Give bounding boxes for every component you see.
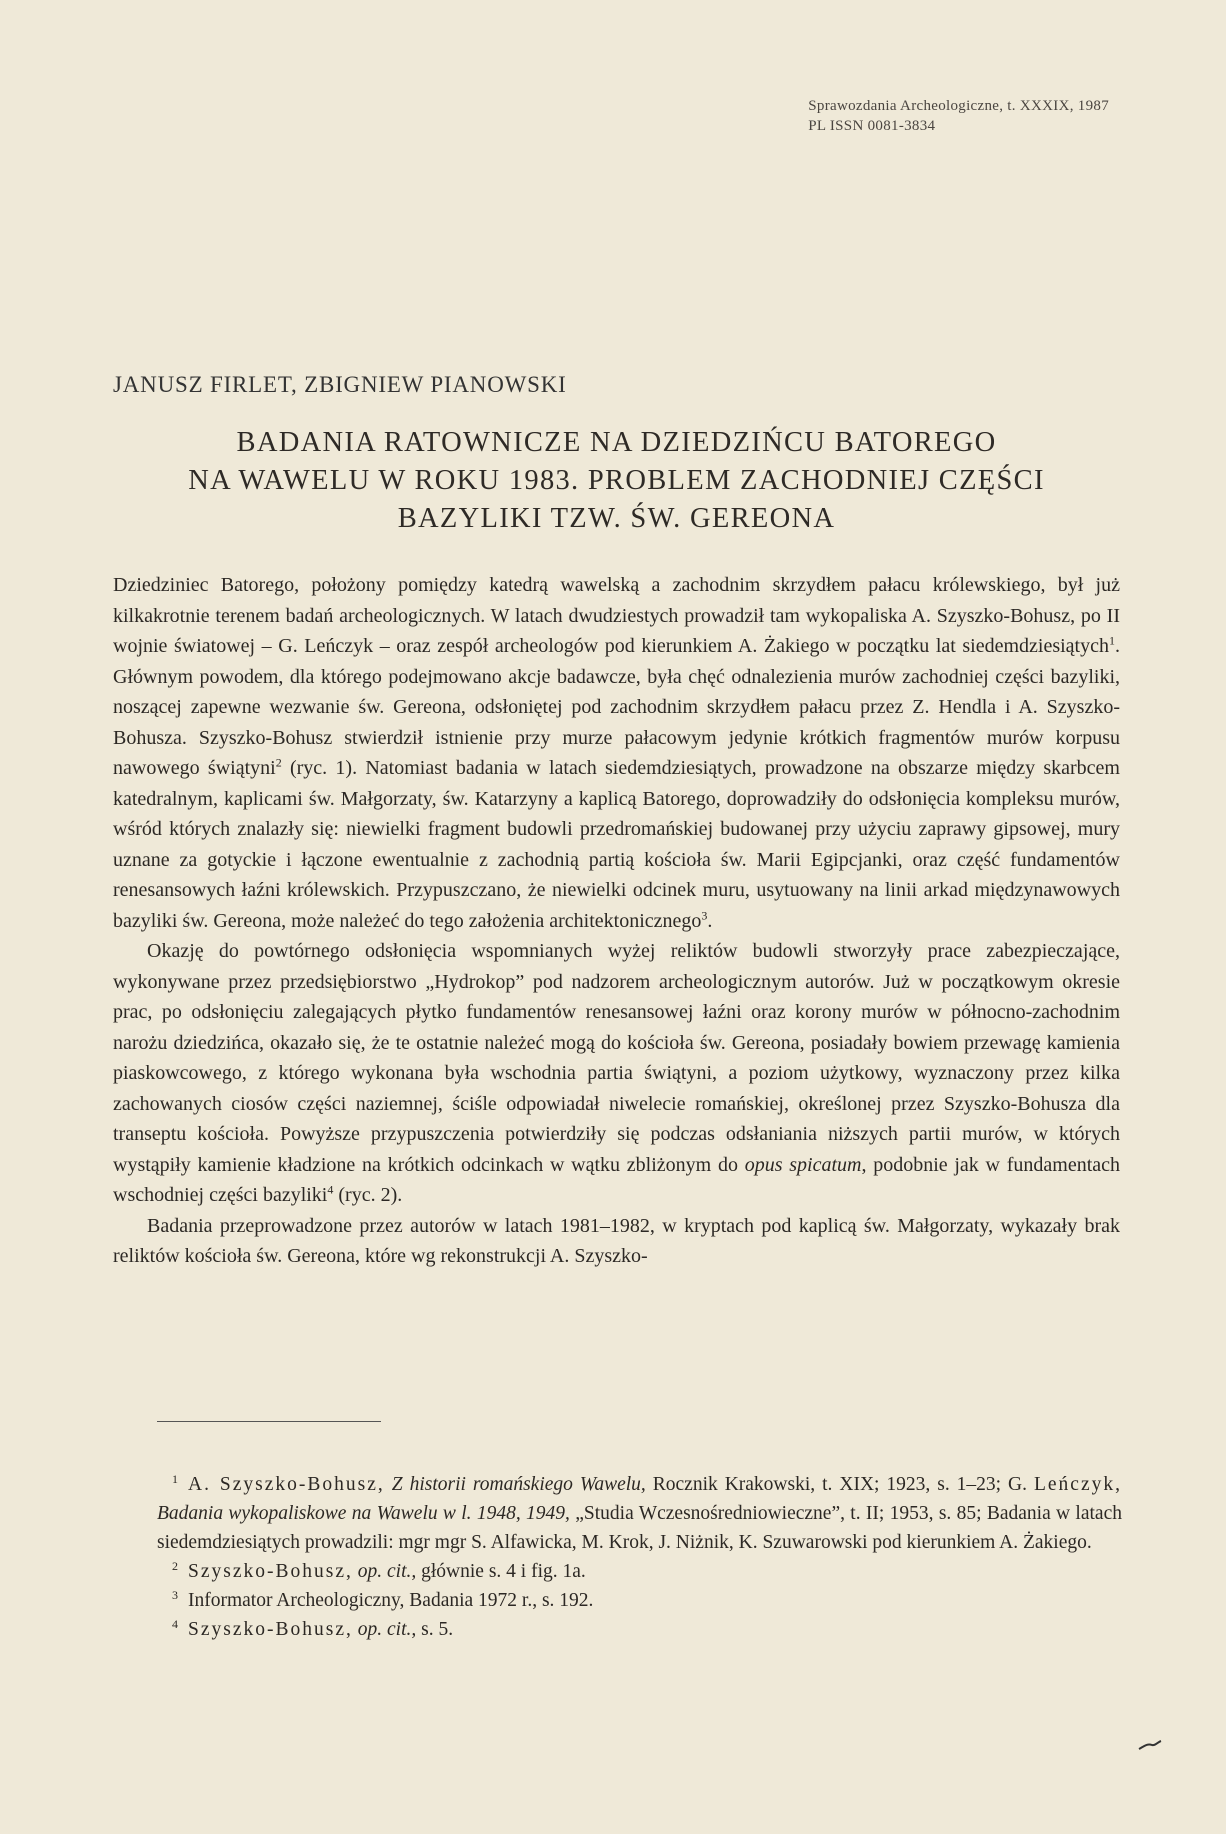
article-body <box>113 570 1120 1272</box>
journal-header <box>808 96 1109 136</box>
footnote-2 <box>157 1557 1122 1586</box>
footnote-divider <box>157 1421 381 1422</box>
footnote-3 <box>157 1586 1122 1615</box>
footnote-text: Informator Archeologiczny, Badania 1972 r., s. 192. <box>188 1590 594 1611</box>
paragraph-text: Badania przeprowadzone przez autorów w latach 1981–1982, w kryptach pod kaplicą św. Małgorzaty, wykazały brak reliktów kościoła św. Gereona, które wg rekonstrukcji A. Szyszko- <box>113 1214 1120 1267</box>
footnote-number: 3 <box>172 1587 178 1602</box>
paragraph-text: , podobnie jak w fundamentach wschodniej części bazyliki <box>113 1153 1121 1206</box>
article-title <box>113 424 1120 538</box>
footnote-author: Leńczyk, <box>1033 1474 1122 1495</box>
footnote-title: Badania wykopaliskowe na Wawelu w l. 1948, 1949, <box>157 1503 570 1524</box>
footnotes <box>157 1470 1122 1644</box>
italic-term: opus spicatum <box>744 1153 862 1176</box>
footnote-text: s. 5. <box>416 1619 454 1640</box>
paragraph-text: (ryc. 1). Natomiast badania w latach siedemdziesiątych, prowadzone na obszarze między skarbcem katedralnym, kaplicami św. Małgorzaty, św. Katarzyny a kaplicą Batorego, doprowadziły do odsłonięcia kompleksu murów, wśród których znalazły się: niewielki fragment budowli przedromańskiej budowanej przy użyciu zaprawy gipsowej, mury uznane za gotyckie i łączone ewentualnie z zachodnią partią kościoła św. Marii Egipcjanki, oraz część fundamentów renesansowych łaźni królewskich. Przypuszczano, że niewielki odcinek muru, usytuowany na linii arkad międzynawowych bazyliki św. Gereona, może należeć do tego założenia architektonicznego <box>113 757 1120 932</box>
body-paragraph-1 <box>113 570 1120 936</box>
footnote-author: A. Szyszko-Bohusz, <box>188 1474 385 1495</box>
footnote-ref-4[interactable]: 4 <box>327 1182 334 1197</box>
footnote-number: 2 <box>172 1558 178 1573</box>
footnote-1 <box>157 1470 1122 1557</box>
journal-citation: Sprawozdania Archeologiczne, t. XXXIX, 1987 <box>808 98 1109 114</box>
footnote-ref-1[interactable]: 1 <box>1109 633 1115 648</box>
footnote-number: 1 <box>172 1471 178 1486</box>
paragraph-text: . Głównym powodem, dla którego podejmowano akcje badawcze, była chęć odnalezienia murów zachodniej części bazyliki, noszącej zapewne wezwanie św. Gereona, odsłoniętej pod zachodnim skrzydłem pałacu przez Z. Hendla i A. Szyszko-Bohusza. Szyszko-Bohusz stwierdził istnienie przy murze pałacowym jedynie krótkich fragmentów murów korpusu nawowego świątyni <box>113 635 1120 779</box>
article-authors: JANUSZ FIRLET, ZBIGNIEW PIANOWSKI <box>113 372 567 397</box>
footnote-abbrev: op. cit., <box>357 1561 417 1582</box>
paragraph-text: Okazję do powtórnego odsłonięcia wspomnianych wyżej reliktów budowli stworzyły prace zabezpieczające, wykonywane przez przedsiębiorstwo „Hydrokop” pod nadzorem archeologicznym autorów. Już w początkowym okresie prac, po odsłonięciu zalegających płytko fundamentów renesansowej łaźni oraz korony murów w północno-zachodnim narożu dziedzińca, okazało się, że te ostatnie należeć mogą do kościoła św. Gereona, posiadały bowiem przewagę kamienia piaskowcowego, z którego wykonana była wschodnia partia świątyni, a poziom użytkowy, wyznaczony przez kilka zachowanych ciosów części naziemnej, ściśle odpowiadał niwelecie romańskiej, określonej przez Szyszko-Bohusza dla transeptu kościoła. Powyższe przypuszczenia potwierdziły się podczas odsłaniania niższych partii murów, w których wystąpiły kamienie kładzione na krótkich odcinkach w wątku zbliżonym do <box>113 940 1120 1176</box>
journal-issn: PL ISSN 0081-3834 <box>808 118 936 134</box>
footnote-ref-2[interactable]: 2 <box>275 755 282 770</box>
paragraph-text: Dziedziniec Batorego, położony pomiędzy katedrą wawelską a zachodnim skrzydłem pałacu królewskiego, był już kilkakrotnie terenem badań archeologicznych. W latach dwudziestych prowadził tam wykopaliska A. Szyszko-Bohusz, po II wojnie światowej – G. Leńczyk – oraz zespół archeologów pod kierunkiem A. Żakiego w początku lat siedemdziesiątych <box>113 574 1120 657</box>
title-line-3: BAZYLIKI TZW. ŚW. GEREONA <box>397 503 836 534</box>
footnote-text: głównie s. 4 i fig. 1a. <box>416 1561 586 1582</box>
footnote-author: Szyszko-Bohusz, <box>188 1619 353 1640</box>
pencil-mark-icon <box>1138 1737 1162 1758</box>
title-line-1: BADANIA RATOWNICZE NA DZIEDZIŃCU BATOREGO <box>236 427 997 458</box>
body-paragraph-2 <box>113 936 1120 1211</box>
footnote-abbrev: op. cit., <box>357 1619 417 1640</box>
footnote-text: Rocznik Krakowski, t. XIX; 1923, s. 1–23; G. <box>645 1474 1034 1495</box>
footnote-4 <box>157 1615 1122 1644</box>
footnote-number: 4 <box>172 1616 178 1631</box>
footnote-ref-3[interactable]: 3 <box>701 907 708 922</box>
footnote-author: Szyszko-Bohusz, <box>188 1561 353 1582</box>
title-line-2: NA WAWELU W ROKU 1983. PROBLEM ZACHODNIEJ CZĘŚCI <box>188 465 1045 496</box>
paragraph-text: . <box>707 909 713 932</box>
footnote-text: „Studia Wczesnośredniowieczne”, t. II; 1953, s. 85; Badania w latach siedemdziesiątych prowadzili: mgr mgr S. Alfawicka, M. Krok, J. Niżnik, K. Szuwarowski pod kierunkiem A. Żakiego. <box>157 1503 1122 1553</box>
paragraph-text: (ryc. 2). <box>333 1184 403 1206</box>
footnote-title: Z historii romańskiego Wawelu, <box>391 1474 646 1495</box>
body-paragraph-3 <box>113 1211 1120 1272</box>
